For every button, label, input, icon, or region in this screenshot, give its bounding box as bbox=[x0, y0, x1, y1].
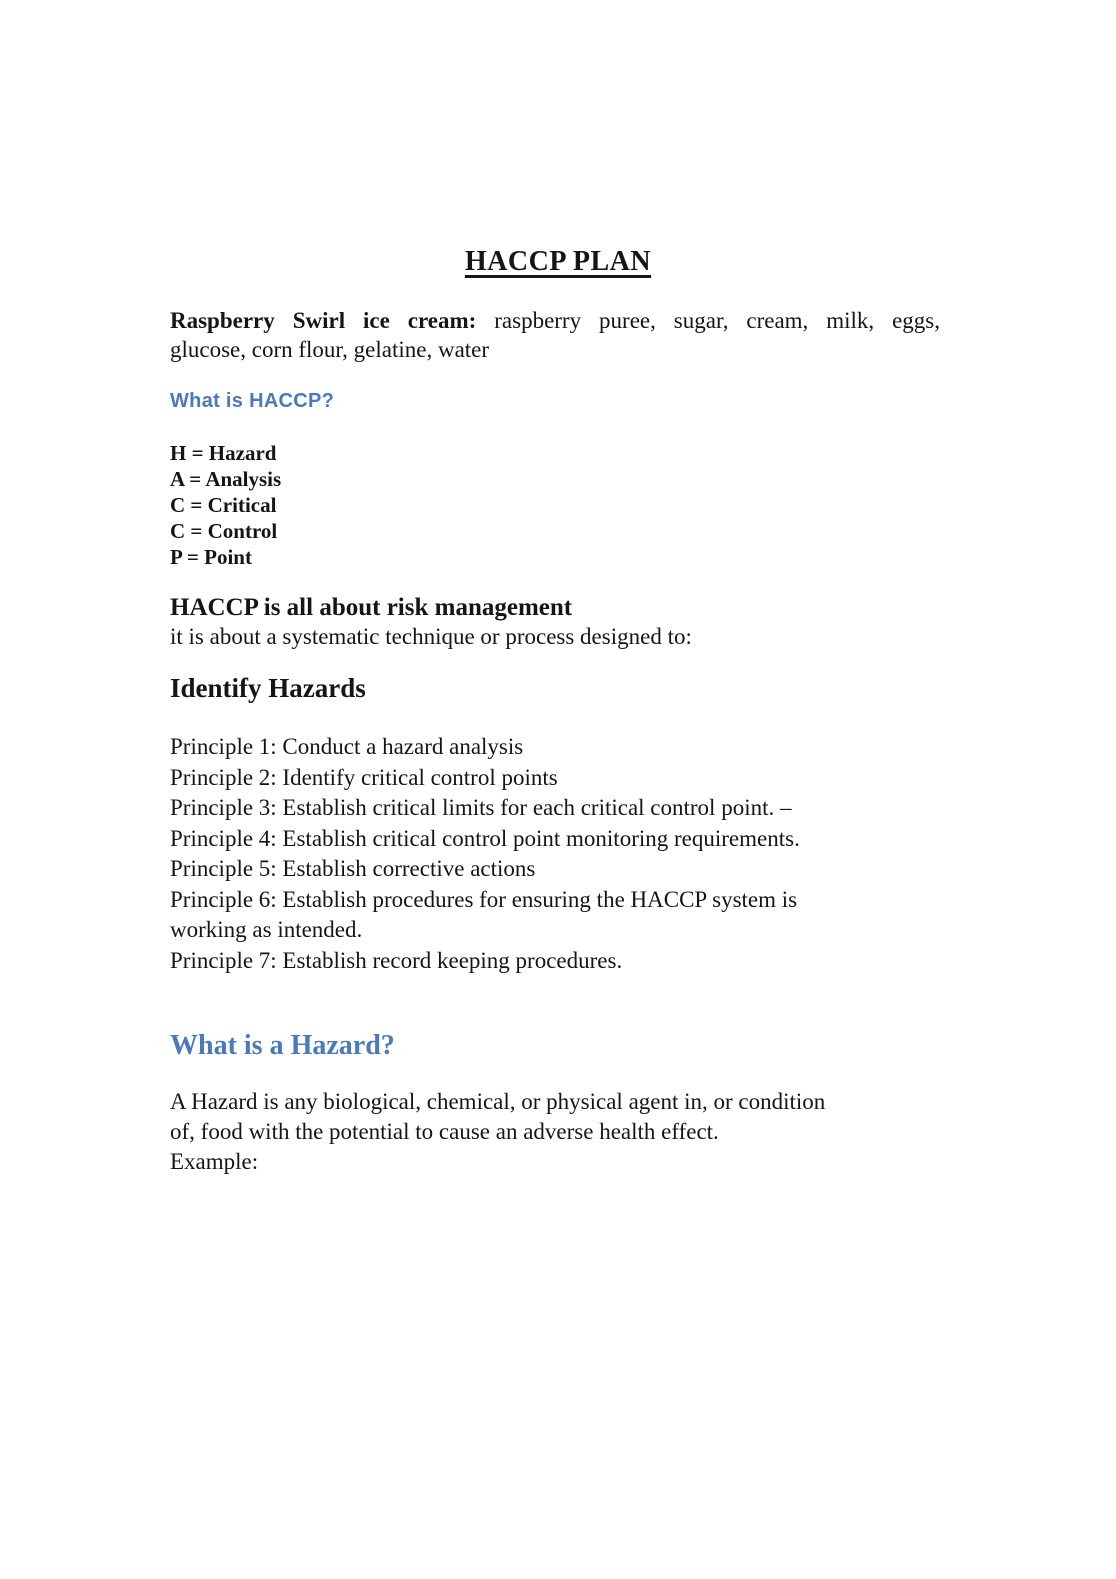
hazard-definition-line-2: of, food with the potential to cause an adverse health effect. bbox=[170, 1119, 719, 1144]
page-title-text: HACCP PLAN bbox=[464, 246, 652, 277]
risk-management-subline: it is about a systematic technique or process designed to: bbox=[170, 624, 692, 649]
principle-3: Principle 3: Establish critical limits for each critical control point. – bbox=[170, 795, 792, 820]
acronym-line-c2: C = Control bbox=[170, 519, 278, 543]
ingredients-line-2: glucose, corn flour, gelatine, water bbox=[170, 337, 490, 362]
principle-4: Principle 4: Establish critical control point monitoring requirements. bbox=[170, 825, 800, 851]
principles-list bbox=[170, 732, 940, 976]
page-title bbox=[0, 246, 1116, 278]
what-is-a-hazard-heading: What is a Hazard? bbox=[170, 1030, 395, 1061]
hazard-definition-paragraph bbox=[170, 1087, 940, 1177]
acronym-line-c1: C = Critical bbox=[170, 493, 277, 517]
ingredients-paragraph bbox=[170, 306, 940, 364]
acronym-line-p: P = Point bbox=[170, 545, 252, 569]
principle-6-line-1: Principle 6: Establish procedures for ensuring the HACCP system is bbox=[170, 886, 798, 912]
risk-management-section bbox=[170, 593, 940, 651]
principle-6-line-2: working as intended. bbox=[170, 917, 363, 942]
product-name: Raspberry Swirl ice cream: bbox=[170, 308, 477, 333]
risk-management-heading: HACCP is all about risk management bbox=[170, 594, 573, 621]
principle-5: Principle 5: Establish corrective actions bbox=[170, 856, 536, 881]
hazard-example-label: Example: bbox=[170, 1149, 259, 1174]
acronym-line-h: H = Hazard bbox=[170, 441, 277, 465]
what-is-haccp-heading: What is HACCP? bbox=[170, 390, 335, 412]
identify-hazards-heading: Identify Hazards bbox=[170, 673, 366, 703]
principle-7: Principle 7: Establish record keeping procedures. bbox=[170, 947, 623, 973]
ingredients-line-1 bbox=[170, 306, 940, 335]
principle-2: Principle 2: Identify critical control points bbox=[170, 764, 558, 790]
acronym-line-a: A = Analysis bbox=[170, 467, 282, 491]
hazard-definition-line-1: A Hazard is any biological, chemical, or physical agent in, or condition bbox=[170, 1089, 826, 1114]
ingredients-part-1: raspberry puree, sugar, cream, milk, eggs, bbox=[494, 308, 941, 333]
haccp-acronym-list bbox=[170, 440, 940, 570]
principle-1: Principle 1: Conduct a hazard analysis bbox=[170, 734, 524, 759]
